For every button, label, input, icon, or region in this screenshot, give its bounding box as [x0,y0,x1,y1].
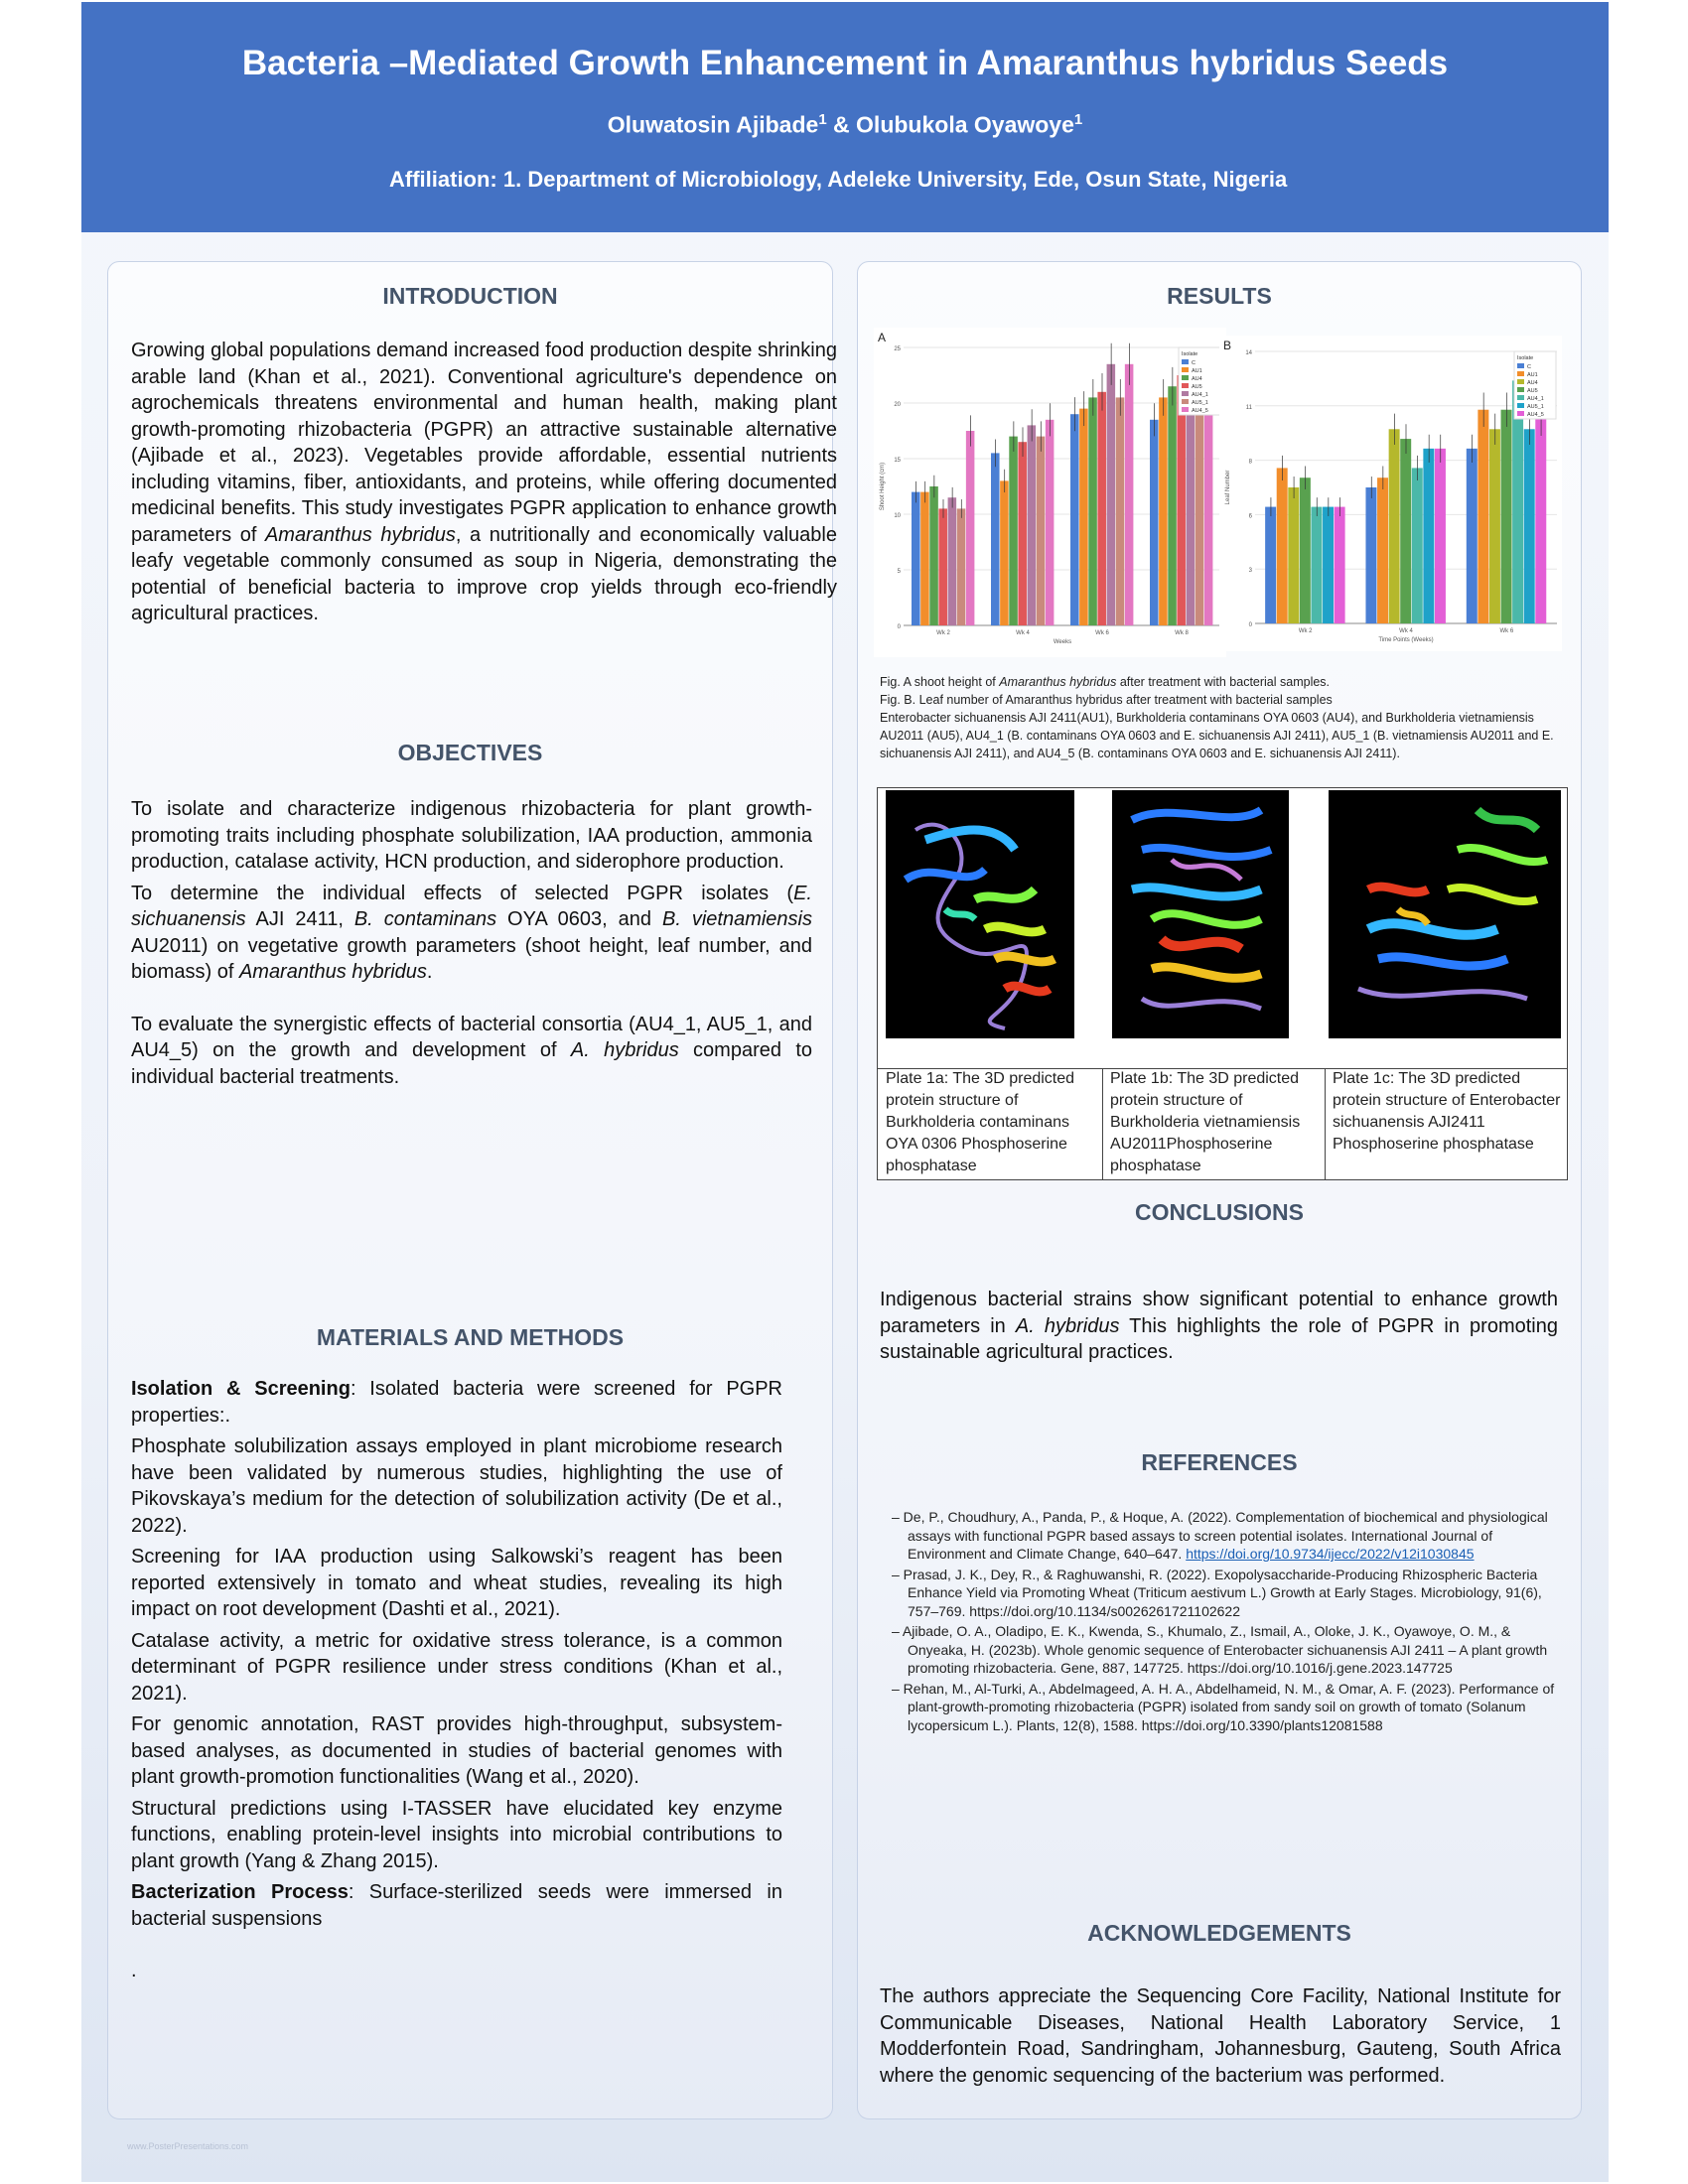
bar [1046,420,1055,625]
legend-swatch [1517,379,1524,384]
legend-label: C [1192,360,1196,366]
bar [1365,487,1376,623]
x-axis-label: Weeks [1053,639,1072,645]
bar [966,431,975,625]
x-axis-label: Time Points (Weeks) [1378,637,1434,643]
author-1-affil: 1 [818,111,827,128]
bar [1389,429,1400,623]
plate-1b-caption: Plate 1b: The 3D predicted protein structure of Burkholderia vietnamiensis AU2011Phosphoserine phosphatase [1110,1070,1301,1174]
methods-rast: For genomic annotation, RAST provides high-throughput, subsystem-based analyses, as documented in studies of bacterial genomes with plant growth-promotion functionalities (Wang et al., 2020). [131,1713,782,1788]
y-tick-label: 0 [897,624,901,630]
bar [1000,480,1009,625]
legend-swatch [1517,395,1524,400]
y-tick-label: 15 [894,458,901,464]
methods-text [131,1376,782,1989]
chart-b-container [1219,336,1562,651]
legend-label: AU4_1 [1527,396,1544,402]
bar [929,486,938,625]
introduction-text [131,338,837,627]
legend-swatch [1182,383,1189,388]
bar [1435,449,1446,623]
y-tick-label: 25 [894,346,901,352]
legend-label: AU1 [1192,368,1202,374]
bar [1079,409,1088,625]
x-tick-label: Wk 2 [1298,628,1313,634]
plate-1a-caption: Plate 1a: The 3D predicted protein structure of Burkholderia contaminans OYA 0306 Phosphoserine phosphatase [886,1070,1075,1174]
methods-title: MATERIALS AND METHODS [316,1324,625,1350]
acknowledgements-text: The authors appreciate the Sequencing Core Facility, National Institute for Communicable Diseases, National Health Laboratory Service, 1 Modderfontein Road, Sandringham, Johannesburg, Gauteng, South Africa where the genomic sequencing of the bacterium was performed. [880,1985,1561,2087]
author-2-affil: 1 [1073,111,1083,128]
x-tick-label: Wk 4 [1016,630,1030,636]
legend-label: AU5 [1527,388,1538,394]
legend-label: AU4 [1192,376,1202,382]
bar [1535,420,1546,624]
bar [1125,364,1134,625]
shoot-height-chart [874,328,1226,657]
plate-1a-image [886,790,1074,1038]
legend-swatch [1182,375,1189,380]
bar [1423,449,1434,623]
bar [1311,507,1322,623]
bar [1323,507,1334,623]
author-2: & Olubukola Oyawoye [826,111,1074,138]
bar [1377,478,1388,623]
objective-3: To evaluate the synergistic effects of bacterial consortia (AU4_1, AU5_1, and AU4_5) on the growth and development of A. hybridus compared to individual bacterial treatments. [131,1013,813,1088]
methods-bacterization: Bacterization Process: Surface-sterilized seeds were immersed in bacterial suspensions [131,1881,782,1930]
references-list [892,1508,1565,1736]
leaf-number-chart [1219,336,1562,651]
legend-label: AU4_1 [1192,392,1208,398]
bar [1070,414,1079,625]
legend-swatch [1182,399,1189,404]
reference-item: – Ajibade, O. A., Oladipo, E. K., Kwenda, S., Khumalo, Z., Ismail, A., Oloke, J. K., Oyawoye, O. M., & Onyeaka, H. (2023b). Whole genomic sequence of Enterobacter sichuanensis AJI 2411 – A plant growth promoting rhizobacteria. Gene, 887, 147725. https://doi.org/10.1016/j.gene.2023.147725 [892,1623,1548,1676]
figure-caption [880,673,1565,762]
references-title: REFERENCES [1141,1449,1298,1475]
plate-1c-image [1329,790,1561,1038]
bar [1300,478,1311,623]
bar [938,508,947,625]
y-axis-label: Shoot Height (cm) [880,462,886,511]
bar [1489,429,1500,623]
y-tick-label: 3 [1248,568,1252,575]
chart-a-container [874,328,1226,657]
chart-panel-label: A [878,331,887,344]
plate-1b-image [1112,790,1289,1038]
legend-swatch [1517,371,1524,376]
methods-itasser: Structural predictions using I-TASSER have elucidated key enzyme functions, enabling protein-level insights into microbial contributions to plant growth (Yang & Zhang 2015). [131,1797,782,1872]
results-title: RESULTS [1167,283,1272,309]
legend-swatch [1517,387,1524,392]
reference-item: – Rehan, M., Al-Turki, A., Abdelmageed, A. H. A., Abdelhameid, N. M., & Omar, A. F. (2023). Performance of plant-growth-promoting rhizobacteria (PGPR) isolated from sandy soil on growth of tomato (Solanum lycopersicum L.). Plants, 12(8), 1588. https://doi.org/10.3390/plants12081588 [892,1680,1555,1733]
legend-label: AU4_5 [1192,408,1208,414]
x-tick-label: Wk 6 [1499,628,1514,634]
conclusions-text: Indigenous bacterial strains show significant potential to enhance growth parameters in A. hybridus This highlights the role of PGPR in promoting sustainable agricultural practices. [880,1289,1558,1363]
legend-label: AU5_1 [1527,404,1544,410]
figure-caption-line-3: Enterobacter sichuanensis AJI 2411(AU1), Burkholderia contaminans OYA 0603 (AU4), and Burkholderia vietnamiensis AU2011 (AU5), AU4_1 (B. contaminans OYA 0603 and E. sichuanensis AJI 2411), AU5_1 (B. vietnamiensis AU2011 and E. sichuanensis AJI 2411), and AU4_5 (B. contaminans OYA 0603 and E. sichuanensis AJI 2411). [880,711,1554,760]
bar [1018,442,1027,625]
legend-swatch [1517,403,1524,408]
bar [1009,437,1018,625]
bar [912,492,920,625]
legend-swatch [1517,411,1524,416]
introduction-text-a: Growing global populations demand increased food production despite shrinking arable land (Khan et al., 2021). Conventional agriculture's dependence on agrochemicals threatens environmental and human health, making plant growth-promoting rhizobacteria (PGPR) an attractive sustainable alternative (Ajibade et al., 2023). Vegetables provide affordable, essential nutrients including vitamins, fiber, antioxidants, and proteins, while offering documented medicinal benefits. This study investigates PGPR application to enhance growth parameters of [131,340,837,546]
objective-1: To isolate and characterize indigenous rhizobacteria for plant growth-promoting traits including phosphate solubilization, IAA production, ammonia production, catalase activity, HCN production, and siderophore production. [131,798,812,873]
bar [1168,386,1177,625]
plate-column-divider-1 [1102,1068,1103,1179]
bar [1037,437,1046,625]
introduction-title: INTRODUCTION [382,283,558,309]
y-tick-label: 10 [894,513,901,519]
methods-phosphate: Phosphate solubilization assays employed in plant microbiome research have been validated by numerous studies, highlighting the use of Pikovskaya’s medium for the detection of solubilization activity (De et al., 2022). [131,1435,782,1537]
bar [920,492,929,625]
acknowledgements-title: ACKNOWLEDGEMENTS [1087,1920,1351,1946]
poster-authors [81,111,1609,139]
figure-caption-line-1: Fig. A shoot height of Amaranthus hybridus after treatment with bacterial samples. [880,675,1331,689]
bar [1028,425,1037,625]
poster-header [81,2,1609,232]
bar [1277,468,1288,623]
figure-caption-line-2: Fig. B. Leaf number of Amaranthus hybridus after treatment with bacterial samples [880,693,1333,707]
y-tick-label: 8 [1248,459,1252,466]
objectives-text [131,796,812,1095]
y-tick-label: 6 [1248,513,1252,520]
y-tick-label: 20 [894,402,901,408]
y-tick-label: 5 [897,569,901,575]
objective-2: To determine the individual effects of selected PGPR isolates (E. sichuanensis AJI 2411, B. contaminans OYA 0603, and B. vietnamiensis AU2011) on vegetative growth parameters (shoot height, leaf number, and biomass) of Amaranthus hybridus. [131,882,812,983]
legend-title: Isolate [1517,355,1534,361]
methods-iaa: Screening for IAA production using Salkowski’s reagent has been reported extensively in tomato and wheat studies, revealing its high impact on root development (Dashti et al., 2021). [131,1546,782,1620]
bar [1501,410,1512,623]
bar [1477,410,1488,623]
introduction-text-b: , a nutritionally and economically valuable leafy vegetable commonly consumed as soup in Nigeria, demonstrating the potential of beneficial bacteria to improve crop yields through eco-friendly agricultural practices. [131,523,837,624]
author-1: Oluwatosin Ajibade [607,111,819,138]
bar [1116,397,1125,625]
chart-panel-label: B [1223,339,1232,352]
bar [948,497,957,625]
footer-watermark: www.PosterPresentations.com [127,2141,249,2151]
legend-swatch [1182,359,1189,364]
x-tick-label: Wk 6 [1095,630,1109,636]
x-tick-label: Wk 4 [1399,628,1413,634]
y-tick-label: 0 [1248,622,1252,628]
bar [991,453,1000,625]
y-tick-label: 14 [1245,350,1252,356]
bar [1335,507,1345,623]
bar [957,508,966,625]
x-tick-label: Wk 2 [936,630,950,636]
legend-label: AU1 [1527,372,1538,378]
methods-isolation: Isolation & Screening: Isolated bacteria were screened for PGPR properties:. [131,1378,783,1427]
legend-label: AU4 [1527,380,1538,386]
reference-item: – Prasad, J. K., Dey, R., & Raghuwanshi, R. (2022). Exopolysaccharide-Producing Rhizospheric Bacteria Enhance Yield via Promoting Wheat (Triticum aestivum L.) Growth at Early Stages. Microbiology, 91(6), 757–769. https://doi.org/10.1134/s0026261721102622 [892,1566,1542,1619]
plate-1c-caption: Plate 1c: The 3D predicted protein structure of Enterobacter sichuanensis AJI2411 Phosphoserine phosphatase [1333,1070,1561,1153]
legend-label: AU4_5 [1527,412,1544,418]
legend-swatch [1182,407,1189,412]
bar [1196,386,1204,625]
bar [1400,439,1411,623]
x-tick-label: Wk 8 [1175,630,1189,636]
bar [1265,507,1276,623]
bar [1088,397,1097,625]
reference-link[interactable]: https://doi.org/10.9734/ijecc/2022/v12i1030845 [1186,1546,1475,1562]
poster-title: Bacteria –Mediated Growth Enhancement in Amaranthus hybridus Seeds [241,44,1449,82]
legend-label: C [1527,364,1531,370]
bar [1467,449,1477,623]
y-axis-label: Leaf Number [1225,470,1231,505]
legend-label: AU5 [1192,384,1202,390]
legend-swatch [1182,367,1189,372]
bar [1107,364,1116,625]
poster-affiliation: Affiliation: 1. Department of Microbiology, Adeleke University, Ede, Osun State, Nigeria [389,167,1288,192]
bar [1412,468,1423,623]
conclusions-title: CONCLUSIONS [1135,1199,1304,1225]
bar [1097,392,1106,625]
introduction-species: Amaranthus hybridus [264,523,456,546]
objectives-title: OBJECTIVES [397,740,543,765]
y-tick-label: 11 [1245,404,1252,411]
reference-item: – De, P., Choudhury, A., Panda, P., & Hoque, A. (2022). Complementation of biochemical and physiological assays with functional PGPR based assays to screen potential isolates. International Journal of Environment and Climate Change, 640–647. https://doi.org/10.9734/ijecc/2022/v12i1030845 [892,1509,1548,1562]
bar [1150,420,1159,625]
legend-title: Isolate [1182,351,1198,357]
methods-catalase: Catalase activity, a metric for oxidative stress tolerance, is a common determinant of PGPR resilience under stress conditions (Khan et al., 2021). [131,1629,782,1705]
legend-swatch [1182,391,1189,396]
legend-swatch [1517,363,1524,368]
bar [1159,397,1168,625]
protein-structure-plates [877,787,1568,1180]
plate-column-divider-2 [1325,1068,1326,1179]
bar [1288,487,1299,623]
methods-trailing-dot: . [131,1960,137,1981]
legend-label: AU5_1 [1192,400,1208,406]
bar [1524,429,1535,623]
